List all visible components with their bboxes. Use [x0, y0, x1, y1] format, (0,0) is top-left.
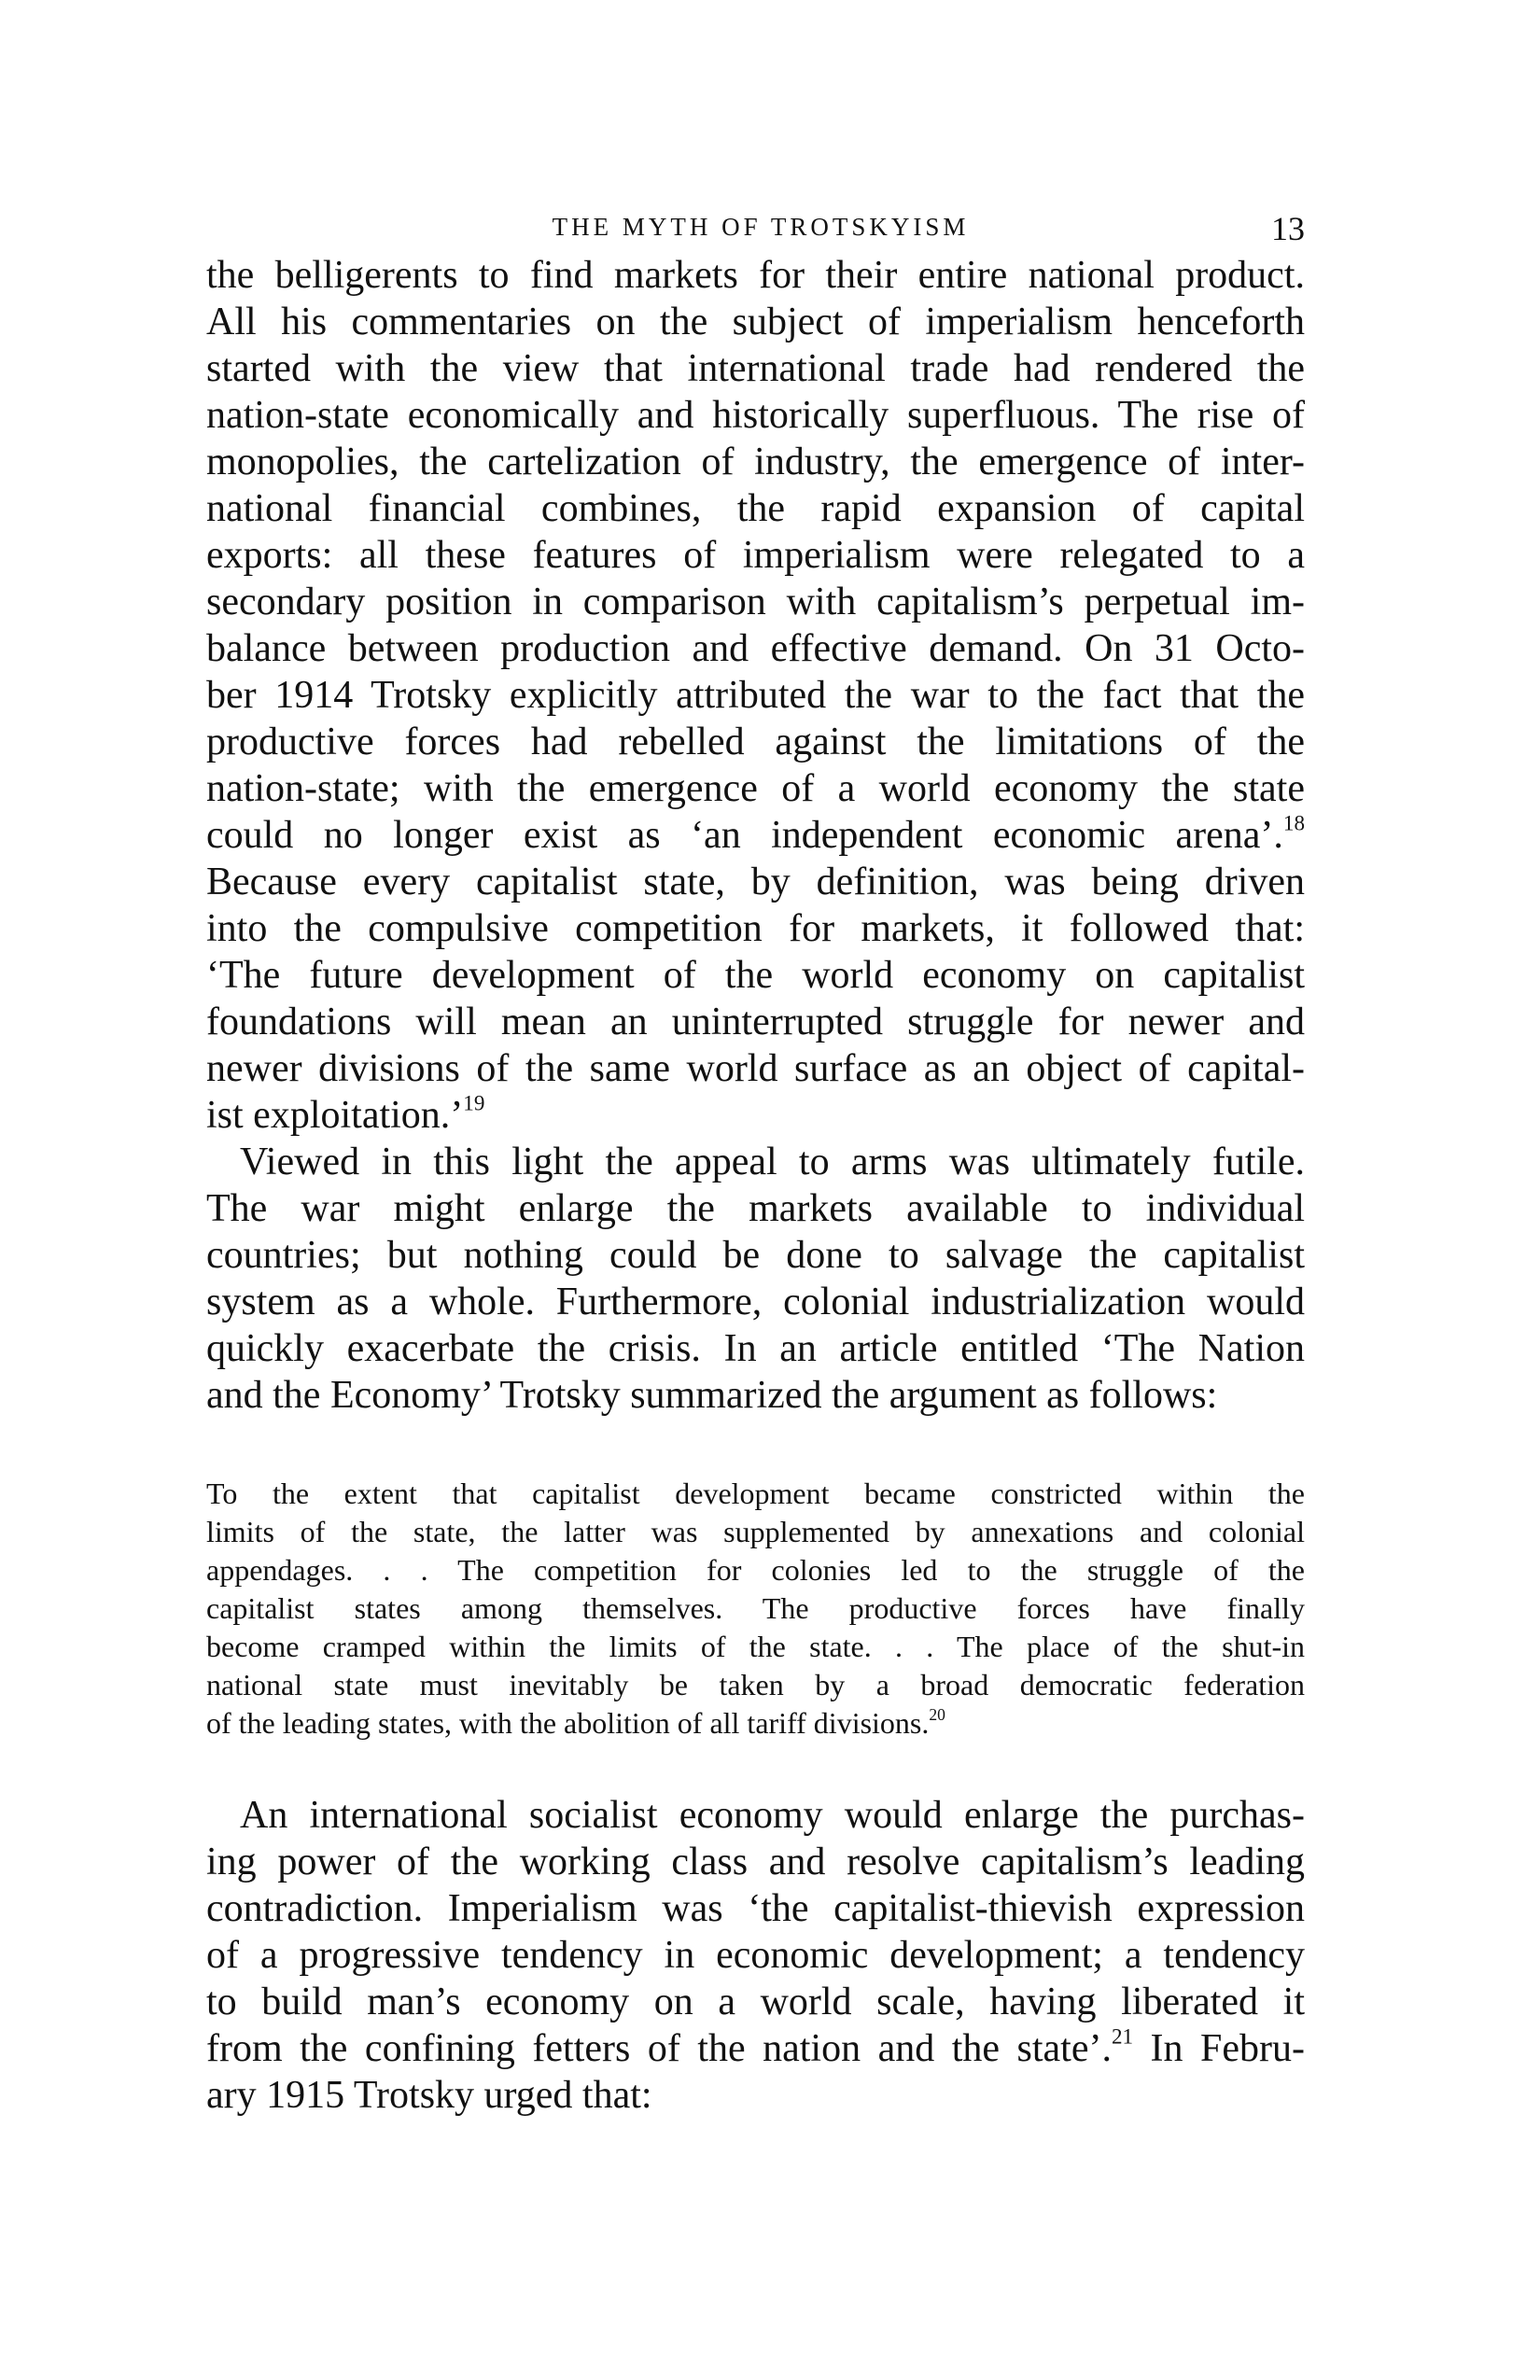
- text-line: become cramped within the limits of the state. . . The place of the shut-in: [206, 1630, 1305, 1663]
- text-line: An international socialist economy would enlarge the purchas-: [240, 1794, 1305, 1837]
- text-line: nation-state economically and historically superfluous. The rise of: [206, 394, 1305, 437]
- text-line: started with the view that international trade had rendered the: [206, 347, 1305, 390]
- footnote-ref: 21: [1111, 2023, 1134, 2049]
- footnote-ref: 20: [929, 1704, 945, 1724]
- text-line: ary 1915 Trotsky urged that:: [206, 2074, 652, 2117]
- text-line: monopolies, the cartelization of industry, the emergence of inter-: [206, 441, 1305, 483]
- block-quote: [206, 1475, 1305, 1743]
- text-line: [206, 812, 1305, 859]
- line-text: ist exploitation.’: [206, 1094, 464, 1137]
- text-line: of a progressive tendency in economic development; a tendency: [206, 1934, 1305, 1977]
- paragraph: [206, 1139, 1305, 1419]
- text-line: The war might enlarge the markets available to individual: [206, 1187, 1305, 1230]
- text-line: newer divisions of the same world surface as an object of capital-: [206, 1047, 1305, 1090]
- text-line: Viewed in this light the appeal to arms was ultimately futile.: [240, 1141, 1305, 1183]
- text-line: To the extent that capitalist development became constricted within the: [206, 1477, 1305, 1510]
- closing-text: [206, 1792, 1305, 2119]
- line-text: from the confining fetters of the nation and the state’.: [206, 2027, 1112, 2070]
- main-text: [206, 252, 1305, 1419]
- text-line: [206, 1704, 1305, 1743]
- paragraph: [206, 1792, 1305, 2119]
- text-line: to build man’s economy on a world scale, having liberated it: [206, 1981, 1305, 2023]
- text-line: appendages. . . The competition for colonies led to the struggle of the: [206, 1553, 1305, 1587]
- line-text: could no longer exist as ‘an independent economic arena’.: [206, 814, 1283, 857]
- text-line: productive forces had rebelled against the limitations of the: [206, 721, 1305, 763]
- line-text: In Febru-: [1133, 2027, 1305, 2070]
- text-line: limits of the state, the latter was supplemented by annexations and colonial: [206, 1515, 1305, 1548]
- text-line: capitalist states among themselves. The productive forces have finally: [206, 1591, 1305, 1625]
- text-line: ber 1914 Trotsky explicitly attributed the war to the fact that the: [206, 674, 1305, 717]
- text-line: contradiction. Imperialism was ‘the capitalist-thievish expression: [206, 1887, 1305, 1930]
- quote-text: [206, 1475, 1305, 1743]
- line-text: of the leading states, with the abolition of all tariff divisions.: [206, 1706, 930, 1740]
- text-line: balance between production and effective demand. On 31 Octo-: [206, 627, 1305, 670]
- text-line: [206, 1092, 1305, 1139]
- text-line: Because every capitalist state, by definition, was being driven: [206, 861, 1305, 903]
- footnote-ref: 18: [1282, 810, 1305, 835]
- text-line: ‘The future development of the world economy on capitalist: [206, 954, 1305, 997]
- text-line: countries; but nothing could be done to salvage the capitalist: [206, 1234, 1305, 1277]
- footnote-ref: 19: [463, 1090, 485, 1115]
- text-line: national financial combines, the rapid expansion of capital: [206, 487, 1305, 530]
- text-line: and the Economy’ Trotsky summarized the argument as follows:: [206, 1374, 1218, 1417]
- running-head: THE MYTH OF TROTSKYISM: [552, 213, 970, 241]
- text-line: into the compulsive competition for markets, it followed that:: [206, 907, 1305, 950]
- text-line: quickly exacerbate the crisis. In an article entitled ‘The Nation: [206, 1327, 1305, 1370]
- text-line: system as a whole. Furthermore, colonial industrialization would: [206, 1281, 1305, 1323]
- text-line: All his commentaries on the subject of imperialism henceforth: [206, 301, 1305, 343]
- text-line: the belligerents to find markets for their entire national product.: [206, 254, 1305, 297]
- text-line: secondary position in comparison with capitalism’s perpetual im-: [206, 581, 1305, 623]
- text-line: national state must inevitably be taken by a broad democratic federation: [206, 1668, 1305, 1701]
- text-line: [206, 2025, 1305, 2072]
- page-number: 13: [1271, 210, 1305, 247]
- text-line: ing power of the working class and resolve capitalism’s leading: [206, 1841, 1305, 1883]
- paragraph: [206, 252, 1305, 1139]
- text-line: exports: all these features of imperialism were relegated to a: [206, 534, 1305, 577]
- text-line: foundations will mean an uninterrupted struggle for newer and: [206, 1001, 1305, 1043]
- text-line: nation-state; with the emergence of a world economy the state: [206, 767, 1305, 810]
